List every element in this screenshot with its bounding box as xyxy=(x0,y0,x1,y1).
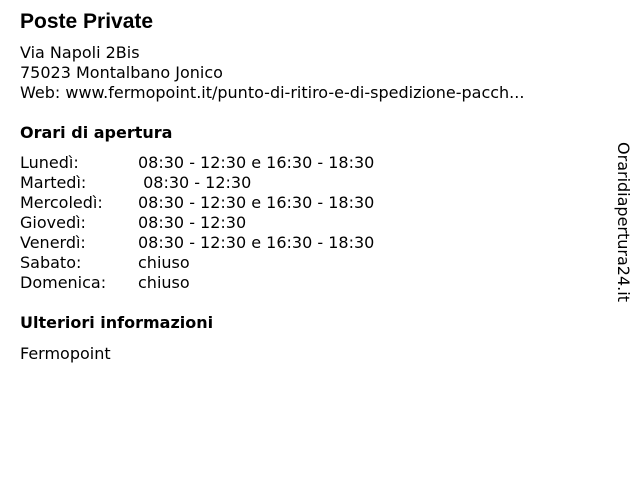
hours-row-monday xyxy=(20,153,374,173)
time-value: 08:30 - 12:30 xyxy=(138,213,247,232)
hours-row-sunday xyxy=(20,273,374,293)
opening-hours-table xyxy=(20,153,374,293)
opening-hours-heading: Orari di apertura xyxy=(20,123,173,142)
hours-row-friday xyxy=(20,233,374,253)
time-value: 08:30 - 12:30 e 16:30 - 18:30 xyxy=(138,193,375,212)
day-label: Giovedì: xyxy=(20,213,86,232)
additional-info-heading: Ulteriori informazioni xyxy=(20,313,214,332)
hours-row-tuesday xyxy=(20,173,374,193)
city-address: 75023 Montalbano Jonico xyxy=(20,63,223,82)
time-value: 08:30 - 12:30 e 16:30 - 18:30 xyxy=(138,233,375,252)
day-label: Mercoledì: xyxy=(20,193,103,212)
street-address: Via Napoli 2Bis xyxy=(20,43,140,62)
page-title: Poste Private xyxy=(20,10,154,33)
day-label: Martedì: xyxy=(20,173,87,192)
day-label: Venerdì: xyxy=(20,233,86,252)
hours-row-wednesday xyxy=(20,193,374,213)
site-watermark: Oraridiapertura24.it xyxy=(614,142,633,302)
time-value: 08:30 - 12:30 xyxy=(138,173,252,192)
hours-row-saturday xyxy=(20,253,374,273)
day-label: Domenica: xyxy=(20,273,107,292)
day-label: Lunedì: xyxy=(20,153,79,172)
website-link[interactable]: Web: www.fermopoint.it/punto-di-ritiro-e-di-spedizione-pacch... xyxy=(20,83,525,102)
day-label: Sabato: xyxy=(20,253,82,272)
time-value: chiuso xyxy=(138,253,190,272)
time-value: chiuso xyxy=(138,273,190,292)
time-value: 08:30 - 12:30 e 16:30 - 18:30 xyxy=(138,153,375,172)
hours-row-thursday xyxy=(20,213,374,233)
address-block xyxy=(20,43,524,103)
additional-info-text: Fermopoint xyxy=(20,344,111,363)
